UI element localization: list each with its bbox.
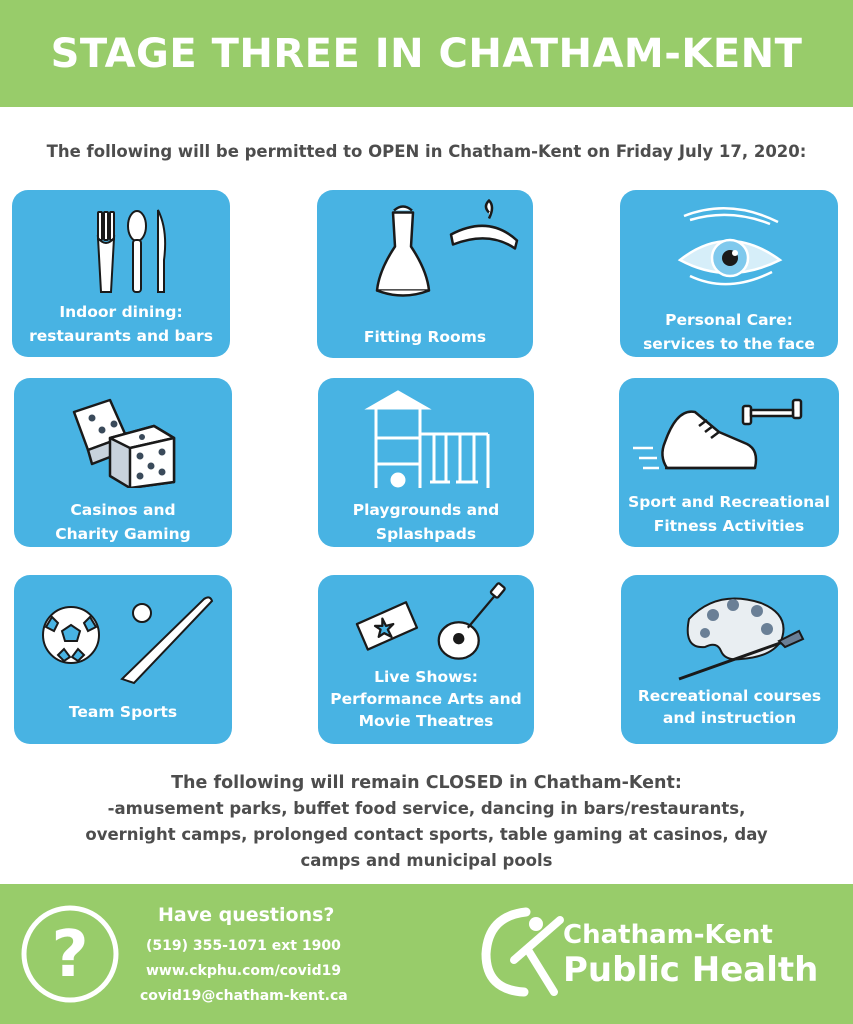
svg-text:?: ? bbox=[51, 918, 89, 992]
header-banner bbox=[0, 0, 853, 107]
tile-label: Indoor dining: restaurants and bars bbox=[29, 303, 213, 345]
tile-label: Playgrounds and Splashpads bbox=[352, 501, 500, 543]
soccer-baseball-icon bbox=[14, 575, 232, 685]
tile-live-shows bbox=[318, 575, 534, 744]
contact-phone: (519) 355-1071 ext 1900 bbox=[146, 938, 341, 954]
closed-section bbox=[0, 770, 853, 874]
closed-list: -amusement parks, buffet food service, dancing in bars/restaurants, overnight camps, prolonged contact sports, table gaming at casinos, day camps and municipal pools bbox=[85, 799, 768, 870]
tile-fitting-rooms bbox=[317, 190, 533, 358]
tile-indoor-dining bbox=[12, 190, 230, 357]
dice-icon bbox=[14, 378, 232, 488]
intro-text: The following will be permitted to OPEN in Chatham-Kent on Friday July 17, 2020: bbox=[46, 142, 807, 161]
tile-personal-care bbox=[620, 190, 838, 357]
closed-title: The following will remain CLOSED in Chatham-Kent: bbox=[171, 773, 682, 793]
contact-website[interactable]: www.ckphu.com/covid19 bbox=[146, 963, 342, 979]
contact-title: Have questions? bbox=[158, 904, 335, 926]
cutlery-icon bbox=[12, 190, 230, 300]
tile-recreational-courses bbox=[621, 575, 838, 744]
question-icon bbox=[20, 904, 120, 1004]
paint-palette-icon bbox=[621, 575, 838, 685]
tile-playgrounds bbox=[318, 378, 534, 547]
dress-hanger-icon bbox=[317, 190, 533, 305]
tile-label: Sport and Recreational Fitness Activities bbox=[628, 493, 830, 535]
tile-sport-fitness bbox=[619, 378, 839, 547]
brand-name-line1: Chatham-Kent bbox=[563, 920, 773, 950]
tile-label: Live Shows: Performance Arts and Movie Theatres bbox=[330, 668, 522, 730]
tile-label: Team Sports bbox=[68, 703, 178, 721]
brand-name-line2: Public Health bbox=[563, 950, 819, 990]
tile-casinos bbox=[14, 378, 232, 547]
contact-email[interactable]: covid19@chatham-kent.ca bbox=[140, 988, 348, 1004]
ck-logo bbox=[474, 902, 570, 1002]
tile-label: Fitting Rooms bbox=[363, 328, 487, 346]
tile-label: Recreational courses and instruction bbox=[637, 687, 822, 727]
tile-label: Personal Care: services to the face bbox=[643, 311, 815, 353]
tile-label: Casinos and Charity Gaming bbox=[55, 501, 191, 543]
footer-banner bbox=[0, 884, 853, 1024]
eye-icon bbox=[620, 190, 838, 300]
playground-icon bbox=[318, 378, 534, 488]
page-title: STAGE THREE IN CHATHAM-KENT bbox=[50, 30, 803, 77]
shoe-dumbbell-icon bbox=[619, 378, 839, 488]
tile-team-sports bbox=[14, 575, 232, 744]
ticket-guitar-icon bbox=[318, 575, 534, 675]
